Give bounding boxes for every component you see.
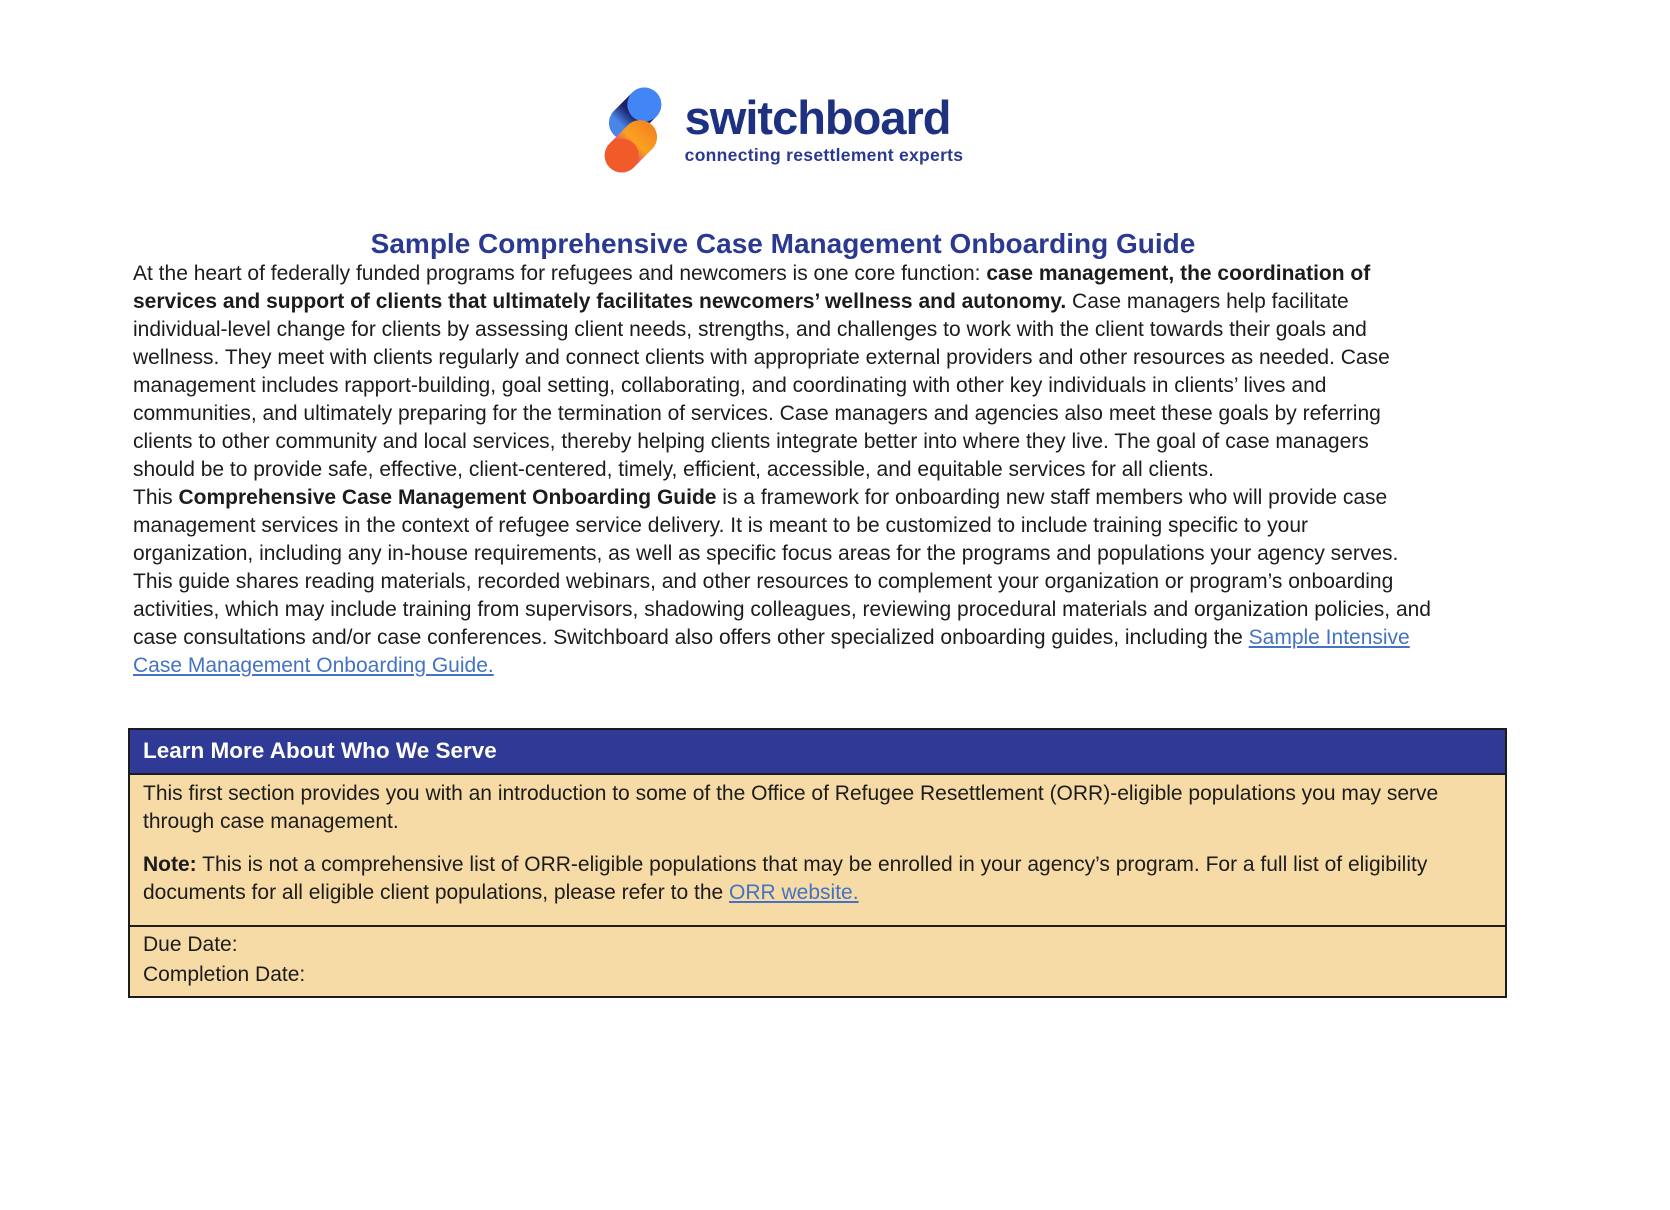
- orr-website-link[interactable]: ORR website.: [729, 881, 859, 904]
- intro-pre: At the heart of federally funded programs for refugees and newcomers is one core function:: [133, 262, 987, 285]
- table-body-intro: This first section provides you with an introduction to some of the Office of Refugee Resettlement (ORR)-eligible populations you may serve through case management.: [143, 782, 1439, 833]
- who-we-serve-table: [128, 728, 1507, 998]
- table-header-row: Learn More About Who We Serve: [130, 730, 1505, 775]
- intro-bold: case management, the coordination of services and support of clients that ultimately facilitates newcomers’ wellness and autonomy.: [133, 262, 1371, 313]
- page-title: Sample Comprehensive Case Management Onboarding Guide: [370, 228, 1196, 259]
- sample-intensive-guide-link[interactable]: Sample Intensive Case Management Onboarding Guide.: [133, 626, 1410, 677]
- intro-post: Case managers help facilitate individual-level change for clients by assessing client needs, strengths, and challenges to work with the client towards their goals and wellness. They meet with clients regularly and connect clients with appropriate external providers and other resources as needed. Case management includes rapport-building, goal setting, collaborating, and coordinating with other key individuals in clients’ lives and communities, and ultimately preparing for the termination of services. Case managers and agencies also meet these goals by referring clients to other community and local services, thereby helping clients integrate better into where they live. The goal of case managers should be to provide safe, effective, client-centered, timely, efficient, accessible, and equitable services for all clients.: [133, 290, 1390, 481]
- text-column: [133, 228, 1433, 680]
- about-guide-mid: is a framework for onboarding new staff members who will provide case management services in the context of refugee service delivery. It is meant to be customized to include training specific to your organization, including any in-house requirements, as well as specific focus areas for the programs and populations your agency serves. This guide shares reading materials, recorded webinars, and other resources to complement your organization or program’s onboarding activities, which may include training from supervisors, shadowing colleagues, reviewing procedural materials and organization policies, and case consultations and/or case conferences. Switchboard also offers other specialized onboarding guides, including the: [133, 486, 1431, 649]
- about-guide-pre: This: [133, 486, 179, 509]
- logo-tagline: connecting resettlement experts: [684, 145, 964, 165]
- logo-text: [684, 91, 964, 166]
- table-dates-row: [130, 927, 1505, 996]
- due-date-label: Due Date:: [143, 933, 238, 956]
- about-guide-paragraph: [133, 484, 1433, 680]
- logo-wordmark: switchboard: [684, 91, 951, 144]
- table-body-note: [143, 851, 1492, 907]
- note-label: Note:: [143, 853, 197, 876]
- intro-paragraph: [133, 260, 1433, 484]
- completion-date-label: Completion Date:: [143, 963, 306, 986]
- switchboard-logo: [0, 0, 1615, 174]
- switchboard-logo-icon: [597, 86, 669, 174]
- note-text: This is not a comprehensive list of ORR-eligible populations that may be enrolled in your agency’s program. For a full list of eligibility documents for all eligible client populations, please refer to the: [143, 853, 1428, 904]
- about-guide-bold: Comprehensive Case Management Onboarding Guide: [178, 486, 717, 509]
- table-body-row: [130, 775, 1505, 927]
